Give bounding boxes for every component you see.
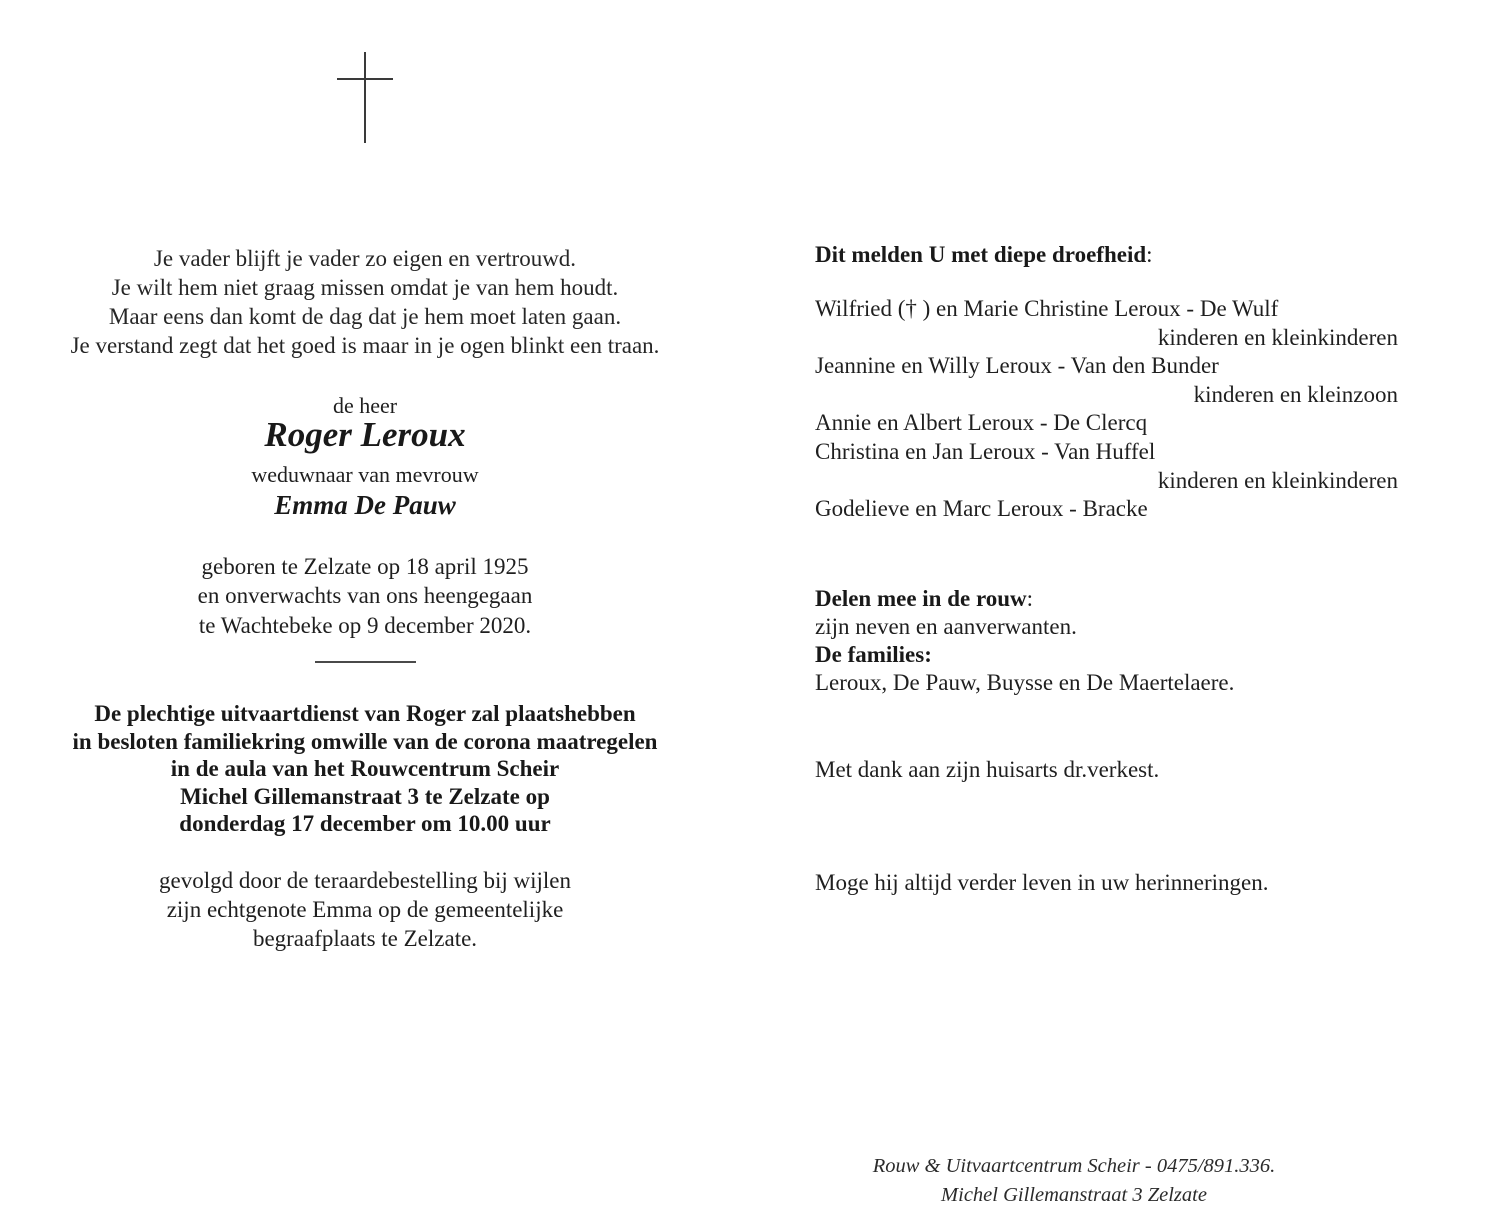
thanks-line: Met dank aan zijn huisarts dr.verkest. [815, 757, 1160, 782]
poem-line: Je vader blijft je vader zo eigen en vertrouwd. [153, 246, 577, 271]
mourning-heading-text: Delen mee in de rouw [815, 586, 1027, 611]
funeral-home-name-phone: Rouw & Uitvaartcentrum Scheir - 0475/891.336. [872, 1155, 1276, 1177]
birth-line: geboren te Zelzate op 18 april 1925 [201, 554, 529, 579]
death-line: en onverwachts van ons heengegaan [197, 583, 533, 609]
announcement-heading-text: Dit melden U met diepe droefheid [815, 242, 1147, 267]
poem-line: Je verstand zegt dat het goed is maar in je ogen blinkt een traan. [70, 333, 660, 358]
family-descendants-line: kinderen en kleinkinderen [1157, 467, 1398, 493]
mourning-line: zijn neven en aanverwanten. [815, 614, 1077, 639]
death-place-line: te Wachtebeke op 9 december 2020. [198, 612, 532, 638]
birth-death-info [35, 552, 695, 640]
service-line: donderdag 17 december om 10.00 uur [179, 811, 551, 837]
poem-line: Maar eens dan komt de dag dat je hem moet laten gaan. [108, 304, 622, 329]
title-prefix: de heer [332, 393, 398, 418]
memory-line: Moge hij altijd verder leven in uw herinneringen. [815, 870, 1269, 895]
family-descendants-line: kinderen en kleinzoon [1193, 381, 1398, 407]
families-heading: De families: [815, 642, 932, 667]
family-line: Jeannine en Willy Leroux - Van den Bunder [815, 353, 1219, 379]
mourning-section [815, 585, 1398, 697]
family-line: Godelieve en Marc Leroux - Bracke [815, 496, 1148, 522]
mourning-heading [815, 585, 1398, 613]
family-list [815, 295, 1398, 524]
cross-icon-horizontal-bar [337, 78, 393, 80]
funeral-service-info [35, 700, 695, 838]
family-line: Christina en Jan Leroux - Van Huffel [815, 438, 1156, 464]
family-line: Annie en Albert Leroux - De Clercq [815, 410, 1148, 436]
mourning-heading-colon: : [1026, 586, 1034, 611]
poem-line: Je wilt hem niet graag missen omdat je van hem houdt. [111, 275, 619, 300]
burial-line: gevolgd door de teraardebestelling bij wijlen [159, 868, 571, 893]
announcement-heading-colon: : [1146, 242, 1153, 267]
section-divider [315, 661, 416, 663]
service-line: in de aula van het Rouwcentrum Scheir [170, 756, 560, 782]
spouse-name: Emma De Pauw [274, 490, 456, 520]
widower-line: weduwnaar van mevrouw [251, 462, 479, 487]
announcement-heading [815, 241, 1398, 270]
memorial-poem [35, 244, 695, 360]
cross-icon-vertical-bar [364, 52, 366, 143]
funeral-home-address: Michel Gillemanstraat 3 Zelzate [941, 1183, 1207, 1206]
service-line: De plechtige uitvaartdienst van Roger zal plaatshebben [94, 701, 636, 726]
funeral-home-footer [759, 1152, 1389, 1209]
family-line: Wilfried († ) en Marie Christine Leroux - De Wulf [815, 296, 1279, 321]
family-descendants-line: kinderen en kleinkinderen [1157, 324, 1398, 350]
burial-line: begraafplaats te Zelzate. [252, 926, 478, 951]
families-line: Leroux, De Pauw, Buysse en De Maertelaere. [815, 670, 1235, 695]
service-line: in besloten familiekring omwille van de corona maatregelen [72, 728, 658, 754]
deceased-name: Roger Leroux [264, 415, 466, 454]
burial-info [35, 866, 695, 953]
service-line: Michel Gillemanstraat 3 te Zelzate op [180, 783, 550, 809]
burial-line: zijn echtgenote Emma op de gemeentelijke [166, 897, 564, 922]
